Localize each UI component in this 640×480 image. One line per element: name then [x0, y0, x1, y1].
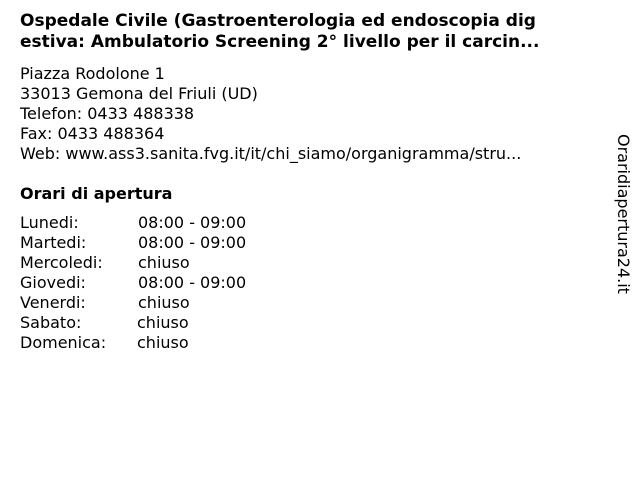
address-street: Piazza Rodolone 1 — [20, 64, 165, 83]
hours-time-value: chiuso — [137, 313, 189, 332]
address-phone: Telefon: 0433 488338 — [20, 104, 195, 123]
hours-time-value: 08:00 - 09:00 — [138, 213, 247, 232]
hours-time-value: chiuso — [138, 253, 190, 272]
hours-row-sunday — [20, 333, 320, 353]
hours-row-tuesday — [20, 233, 320, 253]
page-title-line-2: estiva: Ambulatorio Screening 2° livello per il carcin... — [20, 32, 540, 52]
hours-row-friday — [20, 293, 320, 313]
hours-time-value: chiuso — [138, 293, 190, 312]
address-city: 33013 Gemona del Friuli (UD) — [20, 84, 258, 103]
hours-time-value: chiuso — [137, 333, 189, 352]
hours-day-label: Sabato: — [20, 313, 82, 332]
page-title-line-1: Ospedale Civile (Gastroenterologia ed endoscopia dig — [20, 11, 536, 31]
opening-hours-heading: Orari di apertura — [20, 184, 173, 203]
hours-row-thursday — [20, 273, 320, 293]
hours-day-label: Domenica: — [20, 333, 107, 352]
hours-day-label: Venerdi: — [20, 293, 86, 312]
hours-day-label: Giovedi: — [20, 273, 86, 292]
hours-time-value: 08:00 - 09:00 — [138, 233, 247, 252]
opening-hours-table — [20, 213, 320, 353]
hours-day-label: Mercoledi: — [20, 253, 103, 272]
hours-row-monday — [20, 213, 320, 233]
hours-time-value: 08:00 - 09:00 — [138, 273, 247, 292]
hours-row-saturday — [20, 313, 320, 333]
address-block — [20, 64, 521, 164]
page-title — [20, 11, 625, 53]
address-fax: Fax: 0433 488364 — [20, 124, 165, 143]
address-web-link[interactable]: Web: www.ass3.sanita.fvg.it/it/chi_siamo/organigramma/stru... — [20, 144, 522, 163]
hours-day-label: Lunedi: — [20, 213, 79, 232]
hours-row-wednesday — [20, 253, 320, 273]
site-brand-watermark: Oraridiapertura24.it — [614, 134, 633, 294]
hours-day-label: Martedi: — [20, 233, 87, 252]
